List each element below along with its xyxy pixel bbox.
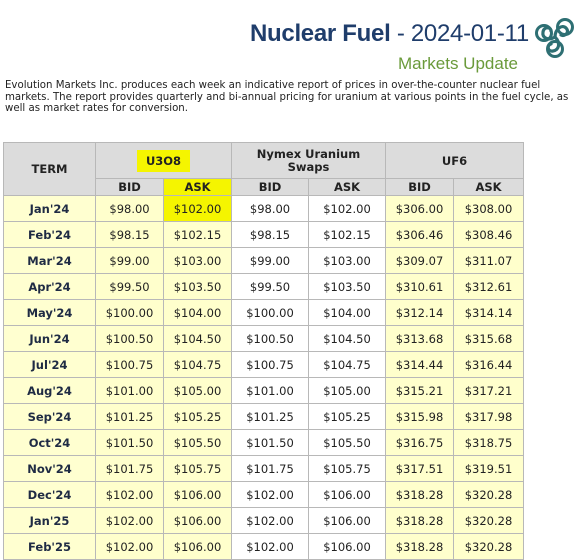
u3o8-ask-cell: $106.00 <box>164 482 232 508</box>
table-row <box>4 508 524 534</box>
uf6-bid-cell: $310.61 <box>386 274 454 300</box>
nymex-bid-cell: $100.75 <box>232 352 309 378</box>
table-row <box>4 404 524 430</box>
title-date: - 2024-01-11 <box>390 20 529 47</box>
uf6-ask-cell: $317.21 <box>454 378 524 404</box>
row-term: Feb'24 <box>4 222 96 248</box>
nymex-ask-cell: $103.00 <box>309 248 386 274</box>
row-term: Apr'24 <box>4 274 96 300</box>
row-term: Dec'24 <box>4 482 96 508</box>
nymex-bid-cell: $99.00 <box>232 248 309 274</box>
u3o8-ask-cell: $105.75 <box>164 456 232 482</box>
group-header-u3o8 <box>96 143 232 179</box>
table-row <box>4 534 524 560</box>
nymex-ask-cell: $106.00 <box>309 482 386 508</box>
nymex-bid-cell: $100.00 <box>232 300 309 326</box>
table-row <box>4 274 524 300</box>
u3o8-ask-cell: $105.00 <box>164 378 232 404</box>
uf6-bid-cell: $306.46 <box>386 222 454 248</box>
uf6-ask-cell: $318.75 <box>454 430 524 456</box>
u3o8-ask-cell: $102.15 <box>164 222 232 248</box>
uf6-ask-cell: $308.00 <box>454 196 524 222</box>
uf6-bid-cell: $318.28 <box>386 508 454 534</box>
nymex-bid-cell: $101.50 <box>232 430 309 456</box>
u3o8-bid-cell: $100.75 <box>96 352 164 378</box>
uf6-ask-cell: $311.07 <box>454 248 524 274</box>
nymex-ask-cell: $105.75 <box>309 456 386 482</box>
uf6-ask-cell: $320.28 <box>454 534 524 560</box>
nymex-ask-cell: $105.25 <box>309 404 386 430</box>
uf6-ask-cell: $317.98 <box>454 404 524 430</box>
uf6-bid-cell: $306.00 <box>386 196 454 222</box>
u3o8-bid-cell: $100.50 <box>96 326 164 352</box>
table-row <box>4 222 524 248</box>
nymex-ask-cell: $102.15 <box>309 222 386 248</box>
u3o8-bid-cell: $98.15 <box>96 222 164 248</box>
u3o8-bid-cell: $98.00 <box>96 196 164 222</box>
uf6-bid-cell: $317.51 <box>386 456 454 482</box>
group-header-nymex <box>232 143 386 179</box>
nymex-bid-cell: $99.50 <box>232 274 309 300</box>
table-row <box>4 326 524 352</box>
table-row <box>4 456 524 482</box>
u3o8-ask-cell: $104.50 <box>164 326 232 352</box>
table-row <box>4 378 524 404</box>
row-term: Nov'24 <box>4 456 96 482</box>
u3o8-ask-cell: $105.25 <box>164 404 232 430</box>
nymex-ask-cell: $106.00 <box>309 534 386 560</box>
nymex-bid-cell: $100.50 <box>232 326 309 352</box>
u3o8-ask-cell: $106.00 <box>164 508 232 534</box>
u3o8-bid-cell: $102.00 <box>96 534 164 560</box>
row-term: May'24 <box>4 300 96 326</box>
nymex-bid-cell: $102.00 <box>232 508 309 534</box>
uf6-ask-cell: $315.68 <box>454 326 524 352</box>
nymex-bid-cell: $101.00 <box>232 378 309 404</box>
uf6-bid-header: BID <box>386 179 454 196</box>
nymex-ask-header: ASK <box>309 179 386 196</box>
u3o8-bid-cell: $101.75 <box>96 456 164 482</box>
title-product: Nuclear Fuel <box>250 20 391 47</box>
nymex-bid-cell: $101.25 <box>232 404 309 430</box>
nymex-ask-cell: $105.50 <box>309 430 386 456</box>
uf6-bid-cell: $316.75 <box>386 430 454 456</box>
nymex-ask-cell: $105.00 <box>309 378 386 404</box>
row-term: Sep'24 <box>4 404 96 430</box>
u3o8-ask-header: ASK <box>164 179 232 196</box>
nymex-bid-cell: $102.00 <box>232 482 309 508</box>
u3o8-bid-cell: $99.50 <box>96 274 164 300</box>
u3o8-bid-cell: $101.00 <box>96 378 164 404</box>
uf6-bid-cell: $318.28 <box>386 534 454 560</box>
table-row <box>4 300 524 326</box>
row-term: Jun'24 <box>4 326 96 352</box>
row-term: Aug'24 <box>4 378 96 404</box>
u3o8-group-label: U3O8 <box>137 150 190 172</box>
table-row <box>4 352 524 378</box>
uf6-ask-cell: $312.61 <box>454 274 524 300</box>
u3o8-ask-cell: $103.00 <box>164 248 232 274</box>
uf6-bid-cell: $312.14 <box>386 300 454 326</box>
nymex-ask-cell: $106.00 <box>309 508 386 534</box>
u3o8-ask-cell: $104.75 <box>164 352 232 378</box>
nymex-ask-cell: $104.00 <box>309 300 386 326</box>
uf6-bid-cell: $318.28 <box>386 482 454 508</box>
uf6-bid-cell: $315.21 <box>386 378 454 404</box>
u3o8-bid-cell: $101.25 <box>96 404 164 430</box>
u3o8-ask-cell: $106.00 <box>164 534 232 560</box>
u3o8-bid-cell: $99.00 <box>96 248 164 274</box>
price-table <box>3 142 524 560</box>
uf6-ask-cell: $316.44 <box>454 352 524 378</box>
row-term: Mar'24 <box>4 248 96 274</box>
table-row <box>4 482 524 508</box>
u3o8-bid-cell: $100.00 <box>96 300 164 326</box>
u3o8-bid-cell: $102.00 <box>96 482 164 508</box>
u3o8-ask-cell: $103.50 <box>164 274 232 300</box>
u3o8-ask-cell: $104.00 <box>164 300 232 326</box>
uf6-ask-cell: $320.28 <box>454 482 524 508</box>
table-row <box>4 430 524 456</box>
nymex-bid-cell: $101.75 <box>232 456 309 482</box>
uf6-bid-cell: $315.98 <box>386 404 454 430</box>
u3o8-bid-header: BID <box>96 179 164 196</box>
uf6-ask-header: ASK <box>454 179 524 196</box>
u3o8-ask-cell: $102.00 <box>164 196 232 222</box>
page-title <box>250 20 529 48</box>
nymex-ask-cell: $103.50 <box>309 274 386 300</box>
nymex-bid-cell: $98.00 <box>232 196 309 222</box>
u3o8-bid-cell: $101.50 <box>96 430 164 456</box>
group-header-uf6: UF6 <box>386 143 524 179</box>
nymex-bid-cell: $98.15 <box>232 222 309 248</box>
row-term: Oct'24 <box>4 430 96 456</box>
table-row <box>4 248 524 274</box>
table-row <box>4 196 524 222</box>
row-term: Jul'24 <box>4 352 96 378</box>
row-term: Jan'24 <box>4 196 96 222</box>
row-term: Feb'25 <box>4 534 96 560</box>
nymex-ask-cell: $102.00 <box>309 196 386 222</box>
uf6-ask-cell: $320.28 <box>454 508 524 534</box>
nymex-ask-cell: $104.50 <box>309 326 386 352</box>
uf6-bid-cell: $314.44 <box>386 352 454 378</box>
uf6-ask-cell: $314.14 <box>454 300 524 326</box>
term-header: TERM <box>4 143 96 196</box>
row-term: Jan'25 <box>4 508 96 534</box>
uf6-bid-cell: $309.07 <box>386 248 454 274</box>
nymex-bid-header: BID <box>232 179 309 196</box>
uf6-bid-cell: $313.68 <box>386 326 454 352</box>
intro-paragraph: Evolution Markets Inc. produces each week an indicative report of prices in over-the-counter nuclear fuel markets. The report provides quarterly and bi-annual pricing for uranium at various points in the fuel cycle, as well as market rates for conversion. <box>5 80 569 114</box>
page-subtitle: Markets Update <box>398 54 518 73</box>
nymex-group-label: Nymex Uranium Swaps <box>256 146 361 174</box>
u3o8-bid-cell: $102.00 <box>96 508 164 534</box>
uf6-ask-cell: $319.51 <box>454 456 524 482</box>
nymex-ask-cell: $104.75 <box>309 352 386 378</box>
uf6-ask-cell: $308.46 <box>454 222 524 248</box>
triskele-spiral-logo-icon <box>532 14 578 60</box>
nymex-bid-cell: $102.00 <box>232 534 309 560</box>
u3o8-ask-cell: $105.50 <box>164 430 232 456</box>
